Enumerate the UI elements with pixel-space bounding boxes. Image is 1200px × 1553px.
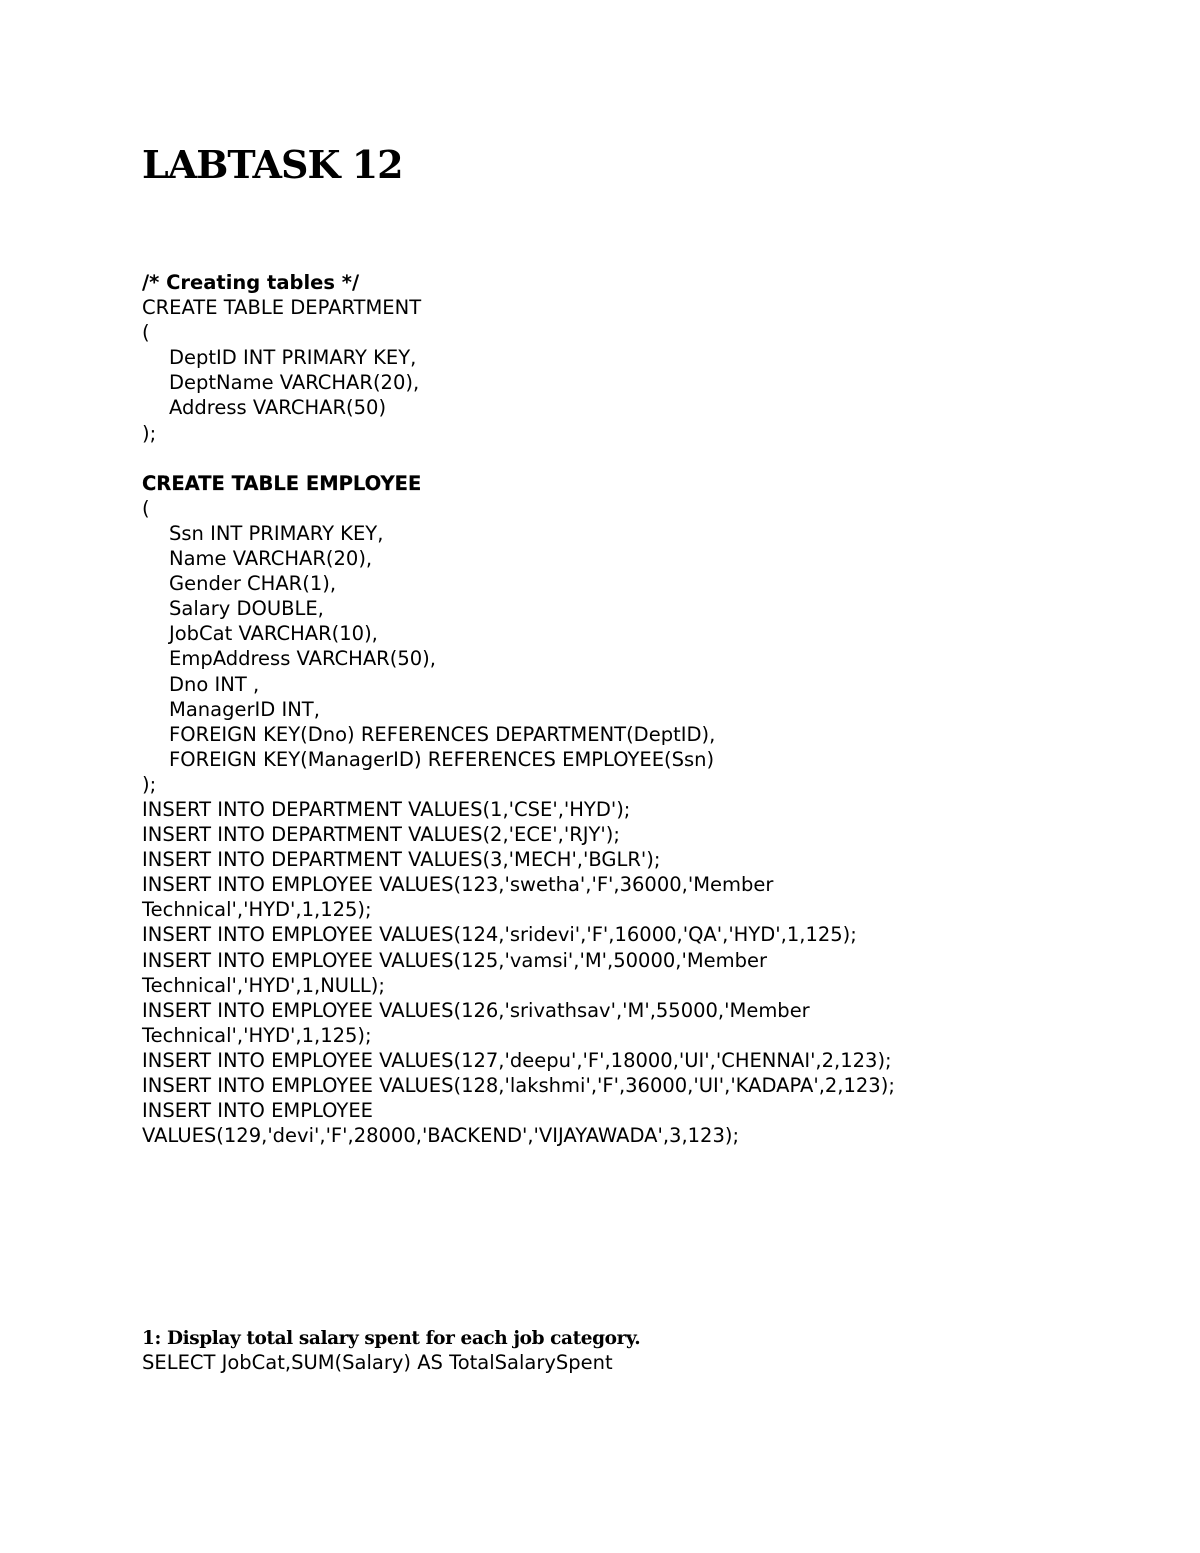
code-line: DeptID INT PRIMARY KEY, — [169, 346, 417, 370]
code-line: INSERT INTO EMPLOYEE VALUES(128,'lakshmi','F',36000,'UI','KADAPA',2,123); — [142, 1074, 895, 1097]
answer-sql-line: SELECT JobCat,SUM(Salary) AS TotalSalarySpent — [142, 1351, 613, 1374]
code-line: FOREIGN KEY(ManagerID) REFERENCES EMPLOYEE(Ssn) — [169, 747, 715, 771]
code-line: INSERT INTO DEPARTMENT VALUES(3,'MECH','BGLR'); — [142, 848, 661, 872]
code-line: ( — [142, 496, 150, 520]
code-line: ( — [142, 321, 150, 345]
code-line: /* Creating tables */ — [142, 271, 360, 294]
code-line: INSERT INTO EMPLOYEE — [142, 1099, 373, 1123]
code-line: VALUES(129,'devi','F',28000,'BACKEND','VIJAYAWADA',3,123); — [142, 1124, 740, 1148]
code-line: INSERT INTO DEPARTMENT VALUES(1,'CSE','HYD'); — [142, 797, 631, 821]
code-line: Technical','HYD',1,125); — [142, 1023, 372, 1047]
code-line: Gender CHAR(1), — [169, 572, 337, 596]
code-line: Salary DOUBLE, — [169, 597, 324, 621]
code-line: Technical','HYD',1,125); — [142, 898, 372, 922]
code-line: Technical','HYD',1,NULL); — [142, 973, 385, 997]
code-line: Dno INT , — [169, 672, 260, 696]
document-title: LABTASK 12 — [142, 142, 403, 187]
code-line: INSERT INTO EMPLOYEE VALUES(126,'srivathsav','M',55000,'Member — [142, 998, 810, 1022]
code-line: CREATE TABLE EMPLOYEE — [142, 471, 422, 495]
blank-line — [142, 446, 895, 471]
code-line: EmpAddress VARCHAR(50), — [169, 647, 436, 671]
code-line: DeptName VARCHAR(20), — [169, 371, 420, 395]
code-line: Address VARCHAR(50) — [169, 396, 387, 420]
code-line: INSERT INTO EMPLOYEE VALUES(123,'swetha','F',36000,'Member — [142, 873, 774, 897]
code-line: ); — [142, 421, 157, 445]
code-line: Name VARCHAR(20), — [169, 547, 373, 571]
code-line: INSERT INTO EMPLOYEE VALUES(124,'sridevi','F',16000,'QA','HYD',1,125); — [142, 923, 857, 947]
code-line: ManagerID INT, — [169, 697, 320, 721]
code-line: JobCat VARCHAR(10), — [169, 622, 378, 646]
code-line: INSERT INTO DEPARTMENT VALUES(2,'ECE','RJY'); — [142, 823, 620, 847]
question-heading: 1: Display total salary spent for each job category. — [142, 1328, 641, 1349]
sql-code-block — [142, 270, 895, 1148]
code-line: INSERT INTO EMPLOYEE VALUES(127,'deepu','F',18000,'UI','CHENNAI',2,123); — [142, 1048, 892, 1072]
code-line: ); — [142, 772, 157, 796]
code-line: INSERT INTO EMPLOYEE VALUES(125,'vamsi','M',50000,'Member — [142, 948, 768, 972]
code-line: FOREIGN KEY(Dno) REFERENCES DEPARTMENT(DeptID), — [169, 722, 716, 746]
code-line: CREATE TABLE DEPARTMENT — [142, 296, 422, 320]
code-line: Ssn INT PRIMARY KEY, — [169, 521, 384, 545]
